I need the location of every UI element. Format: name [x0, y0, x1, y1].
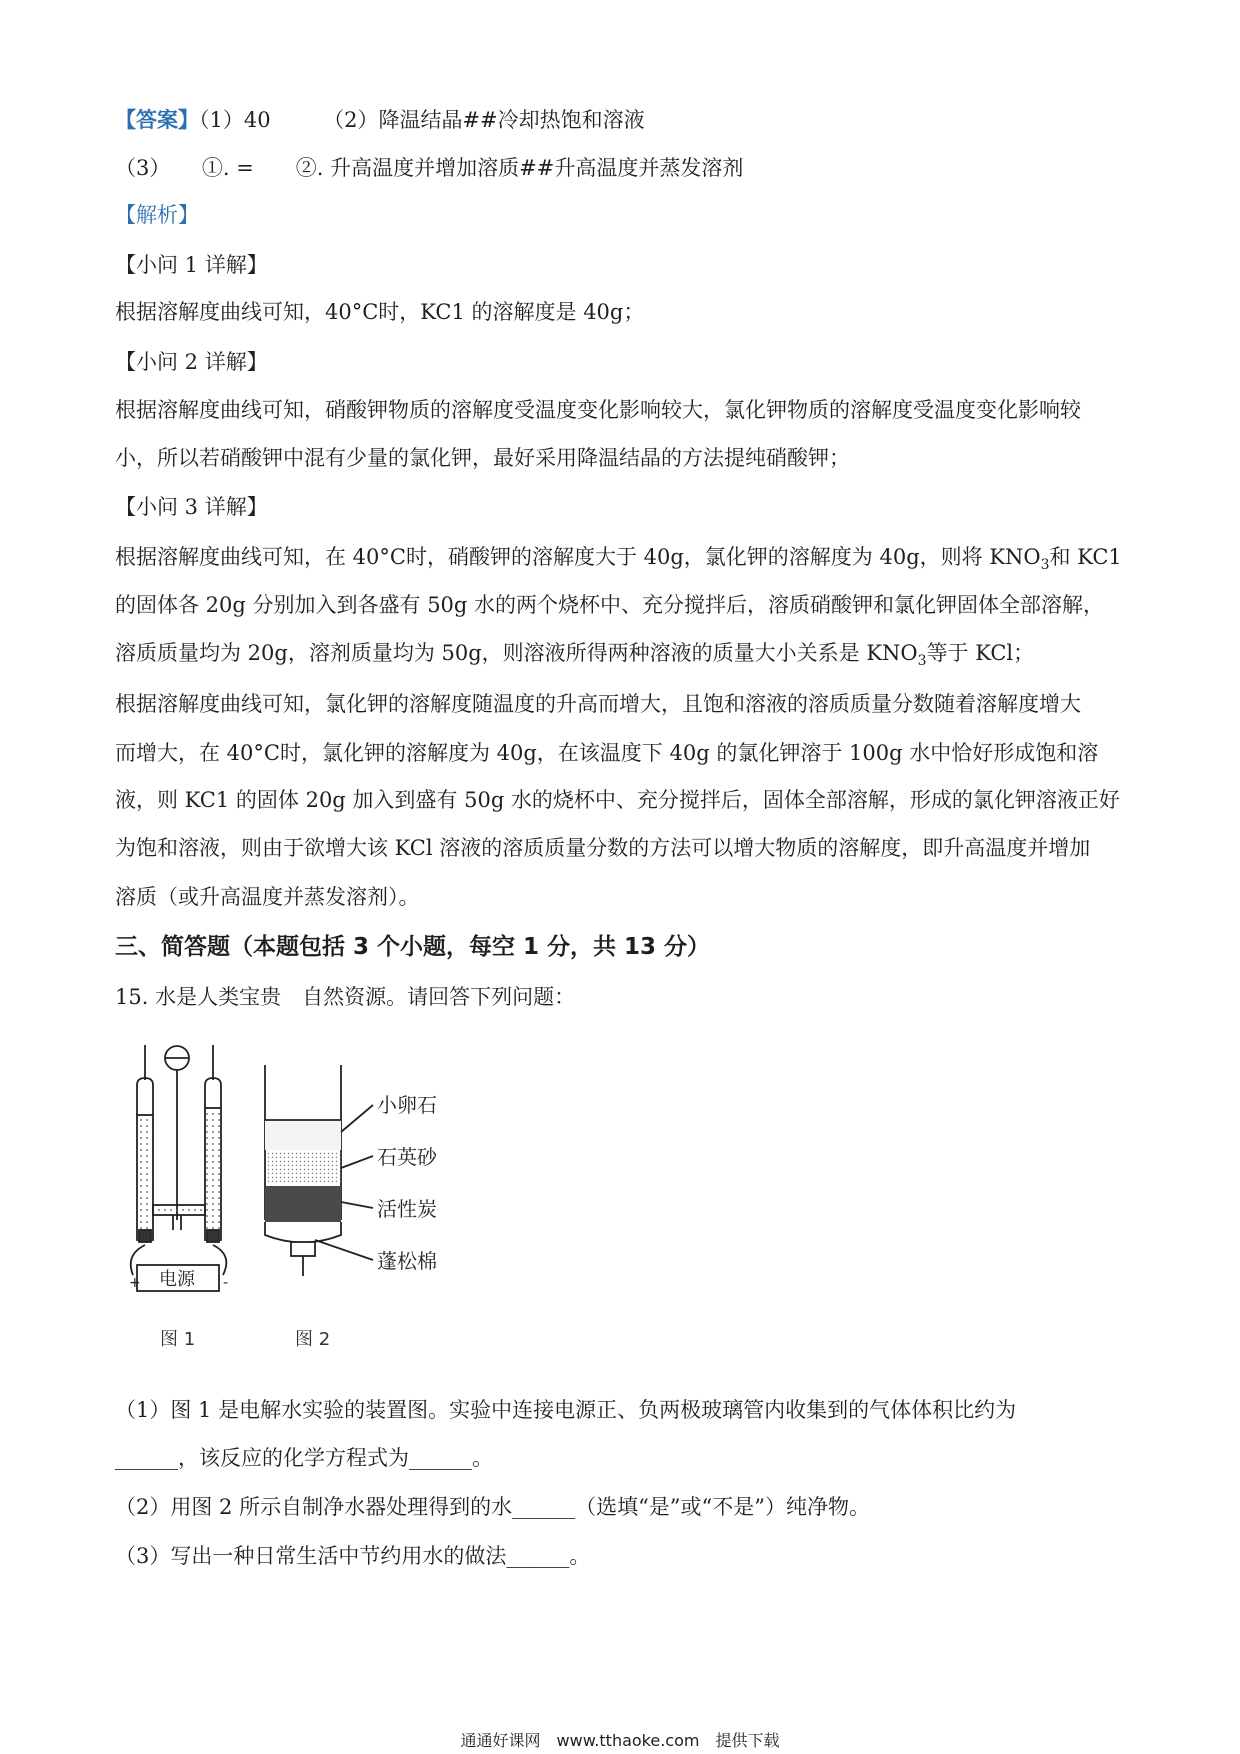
q2-explanation-2: 小，所以若硝酸钾中混有少量的氯化钾，最好采用降温结晶的方法提纯硝酸钾；: [115, 446, 850, 470]
q1-heading: 【小问 1 详解】: [115, 253, 268, 277]
q3-explanation-6: 液，则 KC1 的固体 20g 加入到盛有 50g 水的烧杯中、充分搅拌后，固体全部溶解，形成的氯化钾溶液正好: [115, 788, 1120, 812]
q3-text-3b: 等于 KCl；: [926, 641, 1035, 665]
q1-explanation: 根据溶解度曲线可知，40°C时，KC1 的溶解度是 40g；: [115, 300, 645, 324]
answer-part-1-2: （1）40 （2）降温结晶##冷却热饱和溶液: [199, 108, 645, 132]
plus-sign: +: [129, 1275, 141, 1291]
layer-activated-carbon: 活性炭: [377, 1197, 437, 1221]
electrolysis-apparatus: [131, 1045, 227, 1291]
q2-explanation-1: 根据溶解度曲线可知，硝酸钾物质的溶解度受温度变化影响较大，氯化钾物质的溶解度受温度变化影响较: [115, 398, 1081, 422]
q3-text-3a: 溶质质量均为 20g，溶剂质量均为 50g，则溶液所得两种溶液的质量大小关系是 KNO: [115, 641, 918, 665]
answer-line-2: （3） ①. = ②. 升高温度并增加溶质##升高温度并蒸发溶剂: [115, 156, 744, 180]
q3-heading: 【小问 3 详解】: [115, 495, 268, 519]
question-1-line-2: ______，该反应的化学方程式为______。: [115, 1446, 493, 1470]
subscript-3: 3: [1040, 557, 1050, 574]
section-title: 三、简答题（本题包括 3 个小题，每空 1 分，共 13 分）: [115, 934, 711, 960]
question-1-line-1: （1）图 1 是电解水实验的装置图。实验中连接电源正、负两极玻璃管内收集到的气体体积比约为: [115, 1398, 1017, 1422]
layer-quartz-sand: 石英砂: [377, 1145, 437, 1169]
q3-explanation-5: 而增大，在 40°C时，氯化钾的溶解度为 40g，在该温度下 40g 的氯化钾溶于 100g 水中恰好形成饱和溶: [115, 741, 1099, 765]
q3-explanation-4: 根据溶解度曲线可知，氯化钾的溶解度随温度的升高而增大，且饱和溶液的溶质质量分数随着溶解度增大: [115, 692, 1081, 716]
q2-heading: 【小问 2 详解】: [115, 350, 268, 374]
q3-text-1b: 和 KC1: [1049, 545, 1122, 569]
question-3: （3）写出一种日常生活中节约用水的做法______。: [115, 1544, 591, 1568]
answer-line-1: [115, 105, 645, 135]
q3-explanation-8: 溶质（或升高温度并蒸发溶剂）。: [115, 885, 420, 909]
layer-pebbles: 小卵石: [377, 1093, 437, 1117]
layer-cotton: 蓬松棉: [377, 1249, 437, 1273]
answer-tag: 【答案】: [115, 107, 199, 132]
fig2-caption: 图 2: [295, 1329, 331, 1350]
minus-sign: -: [223, 1275, 229, 1291]
experiment-figure: [115, 1040, 460, 1360]
question-2: （2）用图 2 所示自制净水器处理得到的水______（选填“是”或“不是”）纯净物。: [115, 1495, 871, 1519]
q3-text-1a: 根据溶解度曲线可知，在 40°C时，硝酸钾的溶解度大于 40g，氯化钾的溶解度为 40g，则将 KNO: [115, 545, 1041, 569]
q3-explanation-3: [115, 638, 1034, 676]
footer-watermark: 通通好课网 www.tthaoke.com 提供下载: [460, 1731, 780, 1750]
q3-explanation-7: 为饱和溶液，则由于欲增大该 KCl 溶液的溶质质量分数的方法可以增大物质的溶解度，即升高温度并增加: [115, 836, 1091, 860]
analysis-tag: 【解析】: [115, 203, 199, 227]
electrolysis-and-filter-diagram: [115, 1040, 460, 1360]
question-15: 15. 水是人类宝贵 自然资源。请回答下列问题：: [115, 985, 576, 1009]
q3-explanation-2: 的固体各 20g 分别加入到各盛有 50g 水的两个烧杯中、充分搅拌后，溶质硝酸钾和氯化钾固体全部溶解，: [115, 593, 1105, 617]
subscript-3: 3: [917, 653, 927, 670]
q3-explanation-1: [115, 542, 1122, 580]
fig1-caption: 图 1: [160, 1329, 196, 1350]
power-label: 电源: [159, 1269, 195, 1290]
water-filter: [265, 1065, 373, 1276]
